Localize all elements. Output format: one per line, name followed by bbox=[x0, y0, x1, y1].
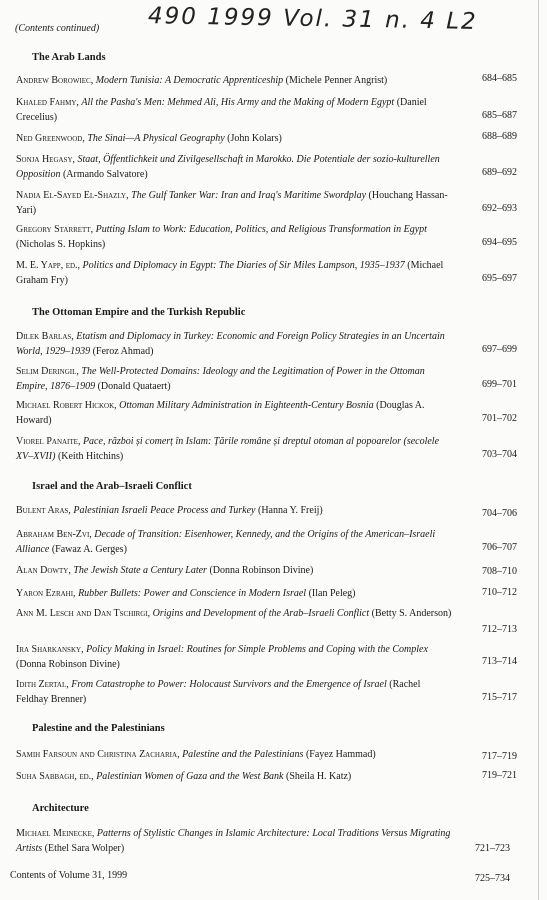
page-edge bbox=[538, 0, 539, 900]
page-range: 701–702 bbox=[482, 413, 517, 424]
volume-contents-label: Contents of Volume 31, 1999 bbox=[10, 870, 128, 881]
review-entry: Khaled Fahmy, All the Pasha's Men: Mehmed Ali, His Army and the Making of Modern Egypt (Daniel Crecelius) bbox=[16, 97, 427, 123]
page-range: 706–707 bbox=[482, 542, 517, 553]
section-heading: Israel and the Arab–Israeli Conflict bbox=[32, 481, 192, 492]
page-range: 699–701 bbox=[482, 379, 517, 390]
review-entry: Alan Dowty, The Jewish State a Century Later (Donna Robinson Divine) bbox=[16, 565, 314, 576]
page-range: 708–710 bbox=[482, 566, 517, 577]
section-heading: The Arab Lands bbox=[32, 52, 106, 63]
page-range: 703–704 bbox=[482, 449, 517, 460]
review-entry: Sonja Hegasy, Staat, Öffentlichkeit und Zivilgesellschaft in Marokko. Die Potentiale der sozio-kulturellen Opposition (Armando Salvatore) bbox=[16, 154, 440, 180]
review-entry: Viorel Panaite, Pace, război și comerț în Islam: Țările române și dreptul otoman al popoarelor (secolele XV–XVII) (Keith Hitchins) bbox=[16, 436, 440, 462]
review-entry: Nadia El-Sayed El-Shazly, The Gulf Tanker War: Iran and Iraq's Maritime Swordplay (Houchang Hassan-Yari) bbox=[16, 190, 448, 216]
review-entry: Bulent Aras, Palestinian Israeli Peace Process and Turkey (Hanna Y. Freij) bbox=[16, 505, 323, 516]
section-heading: The Ottoman Empire and the Turkish Republic bbox=[32, 307, 246, 318]
review-entry: Suha Sabbagh, ed., Palestinian Women of Gaza and the West Bank (Sheila H. Katz) bbox=[16, 771, 352, 782]
review-entry: Dilek Barlas, Etatism and Diplomacy in Turkey: Economic and Foreign Policy Strategies in an Uncertain World, 1929–1939 (Feroz Ahmad) bbox=[16, 331, 445, 357]
review-entry: Michael Meinecke, Patterns of Stylistic Changes in Islamic Architecture: Local Traditions Versus Migrating Artists (Ethel Sara Wolper) bbox=[16, 828, 451, 854]
review-entry: Idith Zertal, From Catastrophe to Power: Holocaust Survivors and the Emergence of Israel (Rachel Feldhay Brenner) bbox=[16, 679, 421, 705]
review-entry: Ira Sharkansky, Policy Making in Israel: Routines for Simple Problems and Coping with the Complex (Donna Robinson Divine) bbox=[16, 644, 428, 670]
page-range: 710–712 bbox=[482, 587, 517, 598]
review-entry: Ned Greenwood, The Sinai—A Physical Geography (John Kolars) bbox=[16, 133, 282, 144]
section-heading: Palestine and the Palestinians bbox=[32, 723, 165, 734]
page-range: 694–695 bbox=[482, 237, 517, 248]
review-entry: M. E. Yapp, ed., Politics and Diplomacy in Egypt: The Diaries of Sir Miles Lampson, 1935–1937 (Michael Graham Fry) bbox=[16, 260, 444, 286]
page-range: 719–721 bbox=[482, 770, 517, 781]
contents-continued: (Contents continued) bbox=[15, 23, 100, 34]
page-range: 689–692 bbox=[482, 167, 517, 178]
review-entry: Yaron Ezrahi, Rubber Bullets: Power and Conscience in Modern Israel (Ilan Peleg) bbox=[16, 588, 356, 599]
section-heading: Architecture bbox=[32, 803, 89, 814]
page-range: 692–693 bbox=[482, 203, 517, 214]
page-range: 713–714 bbox=[482, 656, 517, 667]
page-range: 712–713 bbox=[482, 624, 517, 635]
page-range: 688–689 bbox=[482, 131, 517, 142]
review-entry: Samih Farsoun and Christina Zacharia, Palestine and the Palestinians (Fayez Hammad) bbox=[16, 749, 376, 760]
review-entry: Abraham Ben-Zvi, Decade of Transition: Eisenhower, Kennedy, and the Origins of the American–Israeli Alliance (Fawaz A. Gerges) bbox=[16, 529, 436, 555]
page-range: 715–717 bbox=[482, 692, 517, 703]
review-entry: Ann M. Lesch and Dan Tschirgi, Origins and Development of the Arab–Israeli Conflict (Betty S. Anderson) bbox=[16, 608, 452, 619]
page-range: 717–719 bbox=[482, 751, 517, 762]
review-entry: Andrew Borowiec, Modern Tunisia: A Democratic Apprenticeship (Michele Penner Angrist) bbox=[16, 75, 388, 86]
page-range: 697–699 bbox=[482, 344, 517, 355]
page-range: 684–685 bbox=[482, 73, 517, 84]
page-range: 725–734 bbox=[475, 873, 510, 884]
review-entry: Michael Robert Hickok, Ottoman Military Administration in Eighteenth-Century Bosnia (Douglas A. Howard) bbox=[16, 400, 425, 426]
page-range: 685–687 bbox=[482, 110, 517, 121]
review-entry: Gregory Starrett, Putting Islam to Work: Education, Politics, and Religious Transformation in Egypt (Nicholas S. Hopkins) bbox=[16, 224, 427, 250]
page-range: 704–706 bbox=[482, 508, 517, 519]
handwritten-note: 490 1999 Vol. 31 n. 4 L2 bbox=[147, 3, 478, 35]
page-range: 721–723 bbox=[475, 843, 510, 854]
review-entry: Selim Deringil, The Well-Protected Domains: Ideology and the Legitimation of Power in the Ottoman Empire, 1876–1909 (Donald Quataert) bbox=[16, 366, 425, 392]
page-range: 695–697 bbox=[482, 273, 517, 284]
